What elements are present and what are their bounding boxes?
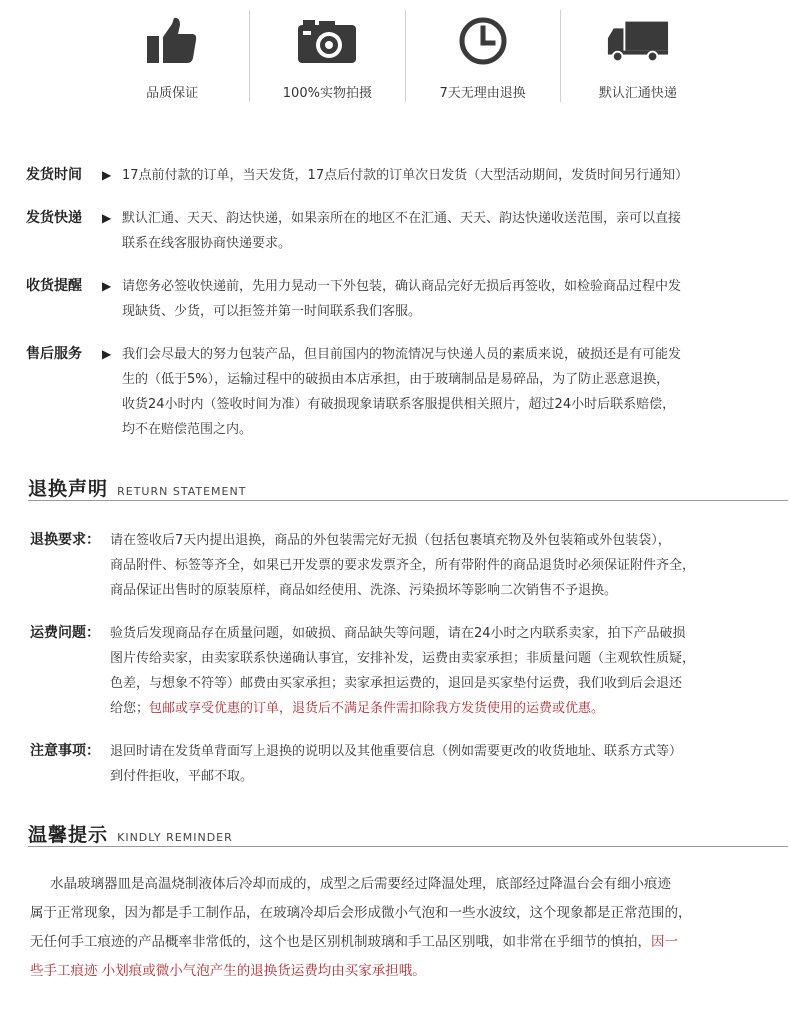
reminder-paragraph (30, 870, 770, 986)
info-text: 联系在线客服协商快递要求。 (122, 236, 292, 251)
info-text: 收货24小时内（签收时间为准）有破损现象请联系客服提供相关照片，超过24小时后联系赔偿， (122, 397, 676, 412)
camera-icon (295, 16, 359, 66)
arrow-right-icon: ▶ (102, 279, 112, 293)
reminder-line: 属于正常现象，因为都是手工制作品，在玻璃冷却后会形成微小气泡和一些水波纹，这个现象都是正常范围的， (30, 905, 692, 921)
section-title-cn: 退换声明 (28, 478, 109, 500)
terms-text (110, 696, 770, 721)
section-title-en: KINDLY REMINDER (117, 831, 233, 844)
return-terms (30, 528, 770, 807)
terms-text: 商品保证出售时的原装原样，商品如经使用、洗涤、污染损坏等影响二次销售不予退换。 (110, 583, 618, 598)
info-row-after-sales (26, 342, 766, 442)
terms-text: 到付件拒收，平邮不取。 (110, 769, 254, 784)
feature-bar (95, 10, 715, 105)
info-text: 现缺货、少货，可以拒签并第一时间联系我们客服。 (122, 304, 422, 319)
info-title: 收货提醒 (26, 278, 82, 294)
info-text: 生的（低于5%），运输过程中的破损由本店承担，由于玻璃制品是易碎品，为了防止恶意退换， (122, 372, 670, 387)
arrow-right-icon: ▶ (102, 347, 112, 361)
terms-text: 验货后发现商品存在质量问题，如破损、商品缺失等问题，请在24小时之内联系卖家，拍下产品破损 (110, 626, 686, 641)
terms-row-notes (30, 739, 770, 789)
terms-text: 退回时请在发货单背面写上退换的说明以及其他重要信息（例如需要更改的收货地址、联系方式等） (110, 744, 683, 759)
arrow-right-icon: ▶ (102, 168, 112, 182)
info-title: 发货快递 (26, 210, 82, 226)
terms-title: 运费问题： (30, 625, 100, 641)
info-title: 售后服务 (26, 346, 82, 362)
reminder-line (30, 928, 770, 957)
info-row-receipt (26, 274, 766, 324)
truck-icon (606, 16, 670, 66)
terms-title: 退换要求： (30, 532, 100, 548)
info-row-express (26, 206, 766, 256)
terms-text-highlight: 包邮或享受优惠的订单，退货后不满足条件需扣除我方发货使用的运费或优惠。 (149, 701, 605, 716)
feature-real-photo (250, 10, 404, 105)
reminder-text-plain: 无任何手工痕迹的产品概率非常低的，这个也是区别机制玻璃和手工品区别哦，如非常在乎细节的慎拍， (30, 934, 651, 950)
thumbs-up-icon (140, 16, 204, 66)
feature-quality (95, 10, 249, 105)
reminder-text-highlight: 因一 (651, 934, 678, 950)
feature-label: 品质保证 (146, 86, 199, 101)
terms-text: 商品附件、标签等齐全，如果已开发票的要求发票齐全，所有带附件的商品退货时必须保证附件齐全， (110, 558, 696, 573)
info-text: 均不在赔偿范围之内。 (122, 422, 253, 437)
feature-label: 7天无理由退换 (439, 86, 526, 101)
section-title-cn: 温馨提示 (28, 824, 109, 846)
arrow-right-icon: ▶ (102, 211, 112, 225)
feature-return (406, 10, 560, 105)
terms-text-plain: 给您； (110, 701, 150, 716)
section-title-en: RETURN STATEMENT (117, 485, 247, 498)
terms-title: 注意事项： (30, 743, 100, 759)
info-text: 17点前付款的订单，当天发货，17点后付款的订单次日发货（大型活动期间，发货时间另行通知） (122, 168, 689, 183)
terms-row-requirements (30, 528, 770, 603)
clock-icon (451, 16, 515, 66)
info-text: 请您务必签收快递前，先用力晃动一下外包装，确认商品完好无损后再签收，如检验商品过程中发 (122, 279, 682, 294)
terms-text: 请在签收后7天内提出退换，商品的外包装需完好无损（包括包裹填充物及外包装箱或外包装袋）， (110, 533, 671, 548)
kindly-reminder-heading (28, 820, 788, 847)
feature-label: 100%实物拍摄 (282, 86, 372, 101)
info-row-ship-time (26, 163, 766, 188)
info-text: 我们会尽最大的努力包装产品，但目前国内的物流情况与快递人员的素质来说，破损还是有可能发 (122, 347, 682, 362)
feature-express (561, 10, 715, 105)
reminder-line-highlight: 些手工痕迹 小划痕或微小气泡产生的退换货运费均由买家承担哦。 (30, 963, 426, 979)
terms-row-shipping-fee (30, 621, 770, 721)
shipping-info (26, 163, 766, 460)
info-title: 发货时间 (26, 167, 82, 183)
return-statement-heading (28, 474, 788, 501)
info-text: 默认汇通、天天、韵达快递，如果亲所在的地区不在汇通、天天、韵达快递收送范围，亲可以直接 (122, 211, 682, 226)
terms-text: 色差，与想象不符等）邮费由买家承担；卖家承担运费的，退回是买家垫付运费，我们收到后会退还 (110, 676, 683, 691)
reminder-line: 水晶玻璃器皿是高温烧制液体后冷却而成的，成型之后需要经过降温处理，底部经过降温台会有细小痕迹 (50, 876, 671, 892)
terms-text: 图片传给卖家，由卖家联系快递确认事宜，安排补发，运费由卖家承担；非质量问题（主观软性质疑， (110, 651, 696, 666)
feature-label: 默认汇通快递 (598, 86, 677, 101)
